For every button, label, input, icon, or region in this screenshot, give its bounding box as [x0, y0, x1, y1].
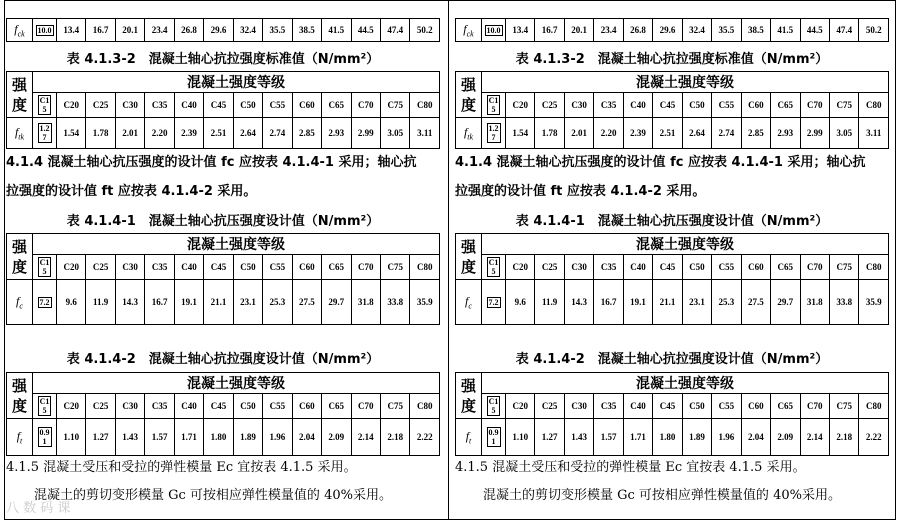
boxed-value-cell — [482, 118, 506, 149]
grade-cell: C25 — [535, 93, 564, 118]
grade-cell: C55 — [712, 93, 741, 118]
value-cell: 35.5 — [712, 19, 741, 42]
grade-cell: C80 — [410, 255, 440, 280]
value-cell: 29.6 — [204, 19, 233, 42]
grade-cell: C25 — [86, 93, 115, 118]
value-row — [456, 118, 889, 149]
value-cell: 1.89 — [682, 419, 711, 456]
grade-cell: C40 — [174, 255, 203, 280]
grade-header: 混凝土强度等级 — [33, 373, 440, 394]
grade-cell: C30 — [564, 255, 593, 280]
grade-cell: C60 — [292, 93, 321, 118]
value-cell: 1.78 — [535, 118, 564, 149]
value-cell: 11.9 — [535, 280, 564, 325]
value-cell: 41.5 — [322, 19, 351, 42]
table-caption: 表 4.1.3-2 混凝土轴心抗拉强度标准值（N/mm²） — [515, 52, 829, 67]
value-cell: 1.54 — [506, 118, 535, 149]
header-row — [456, 72, 889, 93]
strength-table — [6, 372, 440, 456]
table-caption: 表 4.1.4-2 混凝土轴心抗拉强度设计值（N/mm²） — [66, 352, 380, 367]
value-cell: 2.93 — [322, 118, 351, 149]
value-cell: 20.1 — [564, 19, 593, 42]
value-cell: 19.1 — [623, 280, 652, 325]
grade-cell: C75 — [380, 394, 409, 419]
strength-label-cell: 强 度 — [456, 234, 482, 280]
watermark: 八 数 码 课 — [6, 501, 71, 516]
value-cell: 2.51 — [204, 118, 233, 149]
value-cell: 1.27 — [535, 419, 564, 456]
grade-cell: C70 — [800, 394, 829, 419]
value-cell: 29.7 — [771, 280, 800, 325]
strength-symbol: $f_{tk}$ — [7, 118, 33, 149]
boxed-value: 7.2 — [39, 297, 50, 307]
grade-cell: C55 — [712, 394, 741, 419]
grade-row — [456, 93, 889, 118]
grade-cell: C35 — [594, 255, 623, 280]
value-cell: 27.5 — [741, 280, 770, 325]
grade-cell: C65 — [771, 93, 800, 118]
value-cell: 1.57 — [145, 419, 174, 456]
grade-cell: C75 — [380, 93, 409, 118]
value-cell: 2.01 — [115, 118, 144, 149]
grade-row — [7, 255, 440, 280]
header-row — [7, 234, 440, 255]
boxed-grade: C1 5 — [488, 397, 499, 415]
strength-symbol: $f_{ck}$ — [7, 19, 33, 42]
value-cell: 31.8 — [800, 280, 829, 325]
grade-cell: C65 — [771, 255, 800, 280]
para-line: 4.1.5 混凝土受压和受拉的弹性模量 Ec 宜按表 4.1.5 采用。 — [6, 460, 357, 475]
grade-cell: C55 — [712, 255, 741, 280]
grade-cell: C55 — [263, 255, 292, 280]
grade-cell: C50 — [233, 394, 262, 419]
value-cell: 9.6 — [57, 280, 86, 325]
strength-label-cell: 强 度 — [456, 373, 482, 419]
value-cell: 25.3 — [263, 280, 292, 325]
value-cell: 2.09 — [771, 419, 800, 456]
value-cell: 38.5 — [741, 19, 770, 42]
value-cell: 2.09 — [322, 419, 351, 456]
grade-cell: C35 — [594, 93, 623, 118]
strength-symbol: $f_{ck}$ — [456, 19, 482, 42]
strength-table — [6, 71, 440, 149]
grade-cell: C80 — [859, 93, 889, 118]
boxed-value: 10.0 — [37, 25, 52, 35]
value-cell: 29.6 — [653, 19, 682, 42]
value-cell: 3.05 — [380, 118, 409, 149]
paragraph-4-1-4 — [455, 148, 891, 206]
boxed-value-cell — [482, 19, 506, 42]
boxed-value-cell — [33, 280, 57, 325]
grade-cell: C50 — [682, 394, 711, 419]
grade-header: 混凝土强度等级 — [482, 373, 889, 394]
grade-cell: C45 — [204, 255, 233, 280]
value-cell: 2.74 — [712, 118, 741, 149]
para-line: 4.1.5 混凝土受压和受拉的弹性模量 Ec 宜按表 4.1.5 采用。 — [455, 460, 806, 475]
value-cell: 2.22 — [859, 419, 889, 456]
value-cell: 27.5 — [292, 280, 321, 325]
grade-cell: C75 — [829, 93, 858, 118]
grade-header: 混凝土强度等级 — [33, 72, 440, 93]
boxed-grade-cell — [482, 394, 506, 419]
para-line: 4.1.4 混凝土轴心抗压强度的设计值 fc 应按表 4.1.4-1 采用；轴心抗 — [6, 155, 417, 170]
grade-cell: C70 — [351, 93, 380, 118]
value-cell: 1.71 — [623, 419, 652, 456]
symbol-subscript: tk — [467, 132, 474, 142]
boxed-value-cell — [482, 419, 506, 456]
grade-cell: C60 — [292, 255, 321, 280]
value-cell: 2.04 — [292, 419, 321, 456]
value-cell: 1.80 — [653, 419, 682, 456]
value-cell: 35.9 — [859, 280, 889, 325]
value-cell: 2.18 — [829, 419, 858, 456]
para-line: 混凝土的剪切变形模量 Gc 可按相应弹性模量值的 40%采用。 — [34, 488, 392, 503]
boxed-value-cell — [482, 280, 506, 325]
grade-cell: C60 — [292, 394, 321, 419]
value-cell: 2.20 — [594, 118, 623, 149]
grade-cell: C75 — [829, 394, 858, 419]
grade-row — [7, 93, 440, 118]
grade-cell: C35 — [594, 394, 623, 419]
value-cell: 2.99 — [351, 118, 380, 149]
boxed-grade: C1 5 — [488, 96, 499, 114]
boxed-value-cell — [33, 419, 57, 456]
symbol-subscript: t — [469, 436, 472, 446]
boxed-value: 7.2 — [488, 297, 499, 307]
grade-cell: C30 — [115, 93, 144, 118]
value-cell: 2.85 — [292, 118, 321, 149]
value-cell: 16.7 — [535, 19, 564, 42]
boxed-grade-cell — [33, 394, 57, 419]
boxed-grade: C1 5 — [39, 258, 50, 276]
grade-cell: C30 — [564, 93, 593, 118]
grade-cell: C25 — [535, 255, 564, 280]
value-cell: 2.51 — [653, 118, 682, 149]
value-cell: 50.2 — [410, 19, 440, 42]
grade-cell: C50 — [233, 93, 262, 118]
grade-cell: C65 — [322, 394, 351, 419]
value-cell: 1.71 — [174, 419, 203, 456]
value-cell: 29.7 — [322, 280, 351, 325]
boxed-grade-cell — [33, 93, 57, 118]
symbol-subscript: tk — [18, 132, 25, 142]
value-row — [456, 419, 889, 456]
grade-cell: C70 — [351, 394, 380, 419]
boxed-value-cell — [33, 19, 57, 42]
grade-cell: C55 — [263, 93, 292, 118]
value-cell: 1.10 — [57, 419, 86, 456]
grade-cell: C40 — [174, 394, 203, 419]
grade-cell: C45 — [204, 93, 233, 118]
strength-table — [455, 71, 889, 149]
value-cell: 35.5 — [263, 19, 292, 42]
strength-symbol: $f_t$ — [7, 419, 33, 456]
symbol-subscript: t — [20, 436, 23, 446]
value-cell: 3.11 — [859, 118, 889, 149]
header-row — [456, 373, 889, 394]
grade-cell: C35 — [145, 255, 174, 280]
panel-left — [6, 0, 448, 520]
header-row — [456, 234, 889, 255]
value-cell: 1.80 — [204, 419, 233, 456]
grade-cell: C25 — [86, 255, 115, 280]
value-cell: 20.1 — [115, 19, 144, 42]
value-cell: 11.9 — [86, 280, 115, 325]
value-cell: 25.3 — [712, 280, 741, 325]
value-cell: 16.7 — [145, 280, 174, 325]
top-value-table — [455, 18, 889, 42]
value-cell: 2.01 — [564, 118, 593, 149]
grade-cell: C20 — [57, 255, 86, 280]
grade-cell: C20 — [506, 394, 535, 419]
grade-cell: C70 — [351, 255, 380, 280]
value-cell: 32.4 — [233, 19, 262, 42]
top-value-table — [6, 18, 440, 42]
grade-cell: C80 — [410, 394, 440, 419]
value-cell: 2.18 — [380, 419, 409, 456]
boxed-value: 1.2 7 — [488, 124, 499, 142]
grade-header: 混凝土强度等级 — [33, 234, 440, 255]
value-cell: 1.96 — [712, 419, 741, 456]
grade-cell: C45 — [653, 394, 682, 419]
strength-symbol: $f_t$ — [456, 419, 482, 456]
grade-cell: C80 — [410, 93, 440, 118]
column-divider — [448, 0, 449, 520]
grade-cell: C75 — [829, 255, 858, 280]
value-cell: 1.10 — [506, 419, 535, 456]
panel-right — [455, 0, 897, 520]
value-cell: 14.3 — [115, 280, 144, 325]
grade-cell: C50 — [682, 255, 711, 280]
grade-cell: C45 — [204, 394, 233, 419]
para-line: 拉强度的设计值 ft 应按表 4.1.4-2 采用。 — [6, 184, 257, 199]
grade-row — [456, 255, 889, 280]
value-cell: 21.1 — [653, 280, 682, 325]
value-cell: 2.74 — [263, 118, 292, 149]
table-row — [7, 19, 440, 42]
boxed-grade-cell — [482, 93, 506, 118]
grade-cell: C45 — [653, 255, 682, 280]
value-cell: 16.7 — [86, 19, 115, 42]
strength-symbol: $f_{tk}$ — [456, 118, 482, 149]
value-cell: 2.99 — [800, 118, 829, 149]
strength-symbol: $f_c$ — [7, 280, 33, 325]
table-caption: 表 4.1.4-2 混凝土轴心抗拉强度设计值（N/mm²） — [515, 352, 829, 367]
header-row — [7, 373, 440, 394]
value-cell: 14.3 — [564, 280, 593, 325]
paragraph-4-1-4 — [6, 148, 442, 206]
value-cell: 2.14 — [351, 419, 380, 456]
boxed-value: 10.0 — [486, 25, 501, 35]
grade-cell: C60 — [741, 93, 770, 118]
value-cell: 1.27 — [86, 419, 115, 456]
table-row — [456, 19, 889, 42]
value-cell: 16.7 — [594, 280, 623, 325]
boxed-value: 1.2 7 — [39, 124, 50, 142]
value-cell: 23.1 — [233, 280, 262, 325]
value-cell: 21.1 — [204, 280, 233, 325]
strength-table — [455, 233, 889, 325]
grade-cell: C60 — [741, 394, 770, 419]
strength-label-cell: 强 度 — [7, 72, 33, 118]
value-cell: 9.6 — [506, 280, 535, 325]
grade-cell: C40 — [623, 394, 652, 419]
value-cell: 2.85 — [741, 118, 770, 149]
grade-cell: C30 — [115, 394, 144, 419]
boxed-grade-cell — [482, 255, 506, 280]
grade-cell: C65 — [322, 93, 351, 118]
value-cell: 1.57 — [594, 419, 623, 456]
grade-header: 混凝土强度等级 — [482, 234, 889, 255]
boxed-value: 0.9 1 — [39, 428, 50, 446]
strength-label-cell: 强 度 — [456, 72, 482, 118]
value-cell: 2.22 — [410, 419, 440, 456]
grade-cell: C40 — [174, 93, 203, 118]
value-cell: 1.78 — [86, 118, 115, 149]
value-cell: 44.5 — [351, 19, 380, 42]
grade-cell: C40 — [623, 255, 652, 280]
grade-cell: C50 — [682, 93, 711, 118]
grade-cell: C80 — [859, 394, 889, 419]
value-cell: 44.5 — [800, 19, 829, 42]
value-cell: 32.4 — [682, 19, 711, 42]
grade-cell: C20 — [506, 255, 535, 280]
value-cell: 2.39 — [174, 118, 203, 149]
value-cell: 1.54 — [57, 118, 86, 149]
value-cell: 1.89 — [233, 419, 262, 456]
header-row — [7, 72, 440, 93]
symbol-subscript: ck — [466, 29, 474, 39]
boxed-grade-cell — [33, 255, 57, 280]
boxed-value-cell — [33, 118, 57, 149]
grade-cell: C75 — [380, 255, 409, 280]
grade-cell: C80 — [859, 255, 889, 280]
strength-label-cell: 强 度 — [7, 373, 33, 419]
value-row — [456, 280, 889, 325]
boxed-grade: C1 5 — [39, 397, 50, 415]
strength-label-cell: 强 度 — [7, 234, 33, 280]
strength-symbol: $f_c$ — [456, 280, 482, 325]
grade-cell: C30 — [564, 394, 593, 419]
grade-row — [7, 394, 440, 419]
table-caption: 表 4.1.3-2 混凝土轴心抗拉强度标准值（N/mm²） — [66, 52, 380, 67]
value-cell: 2.39 — [623, 118, 652, 149]
grade-cell: C50 — [233, 255, 262, 280]
value-cell: 1.96 — [263, 419, 292, 456]
para-line: 拉强度的设计值 ft 应按表 4.1.4-2 采用。 — [455, 184, 706, 199]
grade-cell: C65 — [322, 255, 351, 280]
value-cell: 47.4 — [829, 19, 858, 42]
value-cell: 33.8 — [829, 280, 858, 325]
value-cell: 2.64 — [682, 118, 711, 149]
grade-cell: C55 — [263, 394, 292, 419]
value-cell: 47.4 — [380, 19, 409, 42]
value-cell: 2.14 — [800, 419, 829, 456]
table-caption: 表 4.1.4-1 混凝土轴心抗压强度设计值（N/mm²） — [66, 214, 380, 229]
value-cell: 1.43 — [115, 419, 144, 456]
value-cell: 2.64 — [233, 118, 262, 149]
value-cell: 23.4 — [594, 19, 623, 42]
value-cell: 38.5 — [292, 19, 321, 42]
grade-header: 混凝土强度等级 — [482, 72, 889, 93]
value-cell: 41.5 — [771, 19, 800, 42]
value-row — [7, 280, 440, 325]
value-cell: 31.8 — [351, 280, 380, 325]
value-cell: 26.8 — [623, 19, 652, 42]
grade-cell: C60 — [741, 255, 770, 280]
value-cell: 13.4 — [57, 19, 86, 42]
value-row — [7, 118, 440, 149]
grade-cell: C70 — [800, 255, 829, 280]
value-cell: 3.05 — [829, 118, 858, 149]
value-cell: 2.04 — [741, 419, 770, 456]
strength-table — [455, 372, 889, 456]
grade-cell: C25 — [535, 394, 564, 419]
para-line: 混凝土的剪切变形模量 Gc 可按相应弹性模量值的 40%采用。 — [483, 488, 841, 503]
value-cell: 2.93 — [771, 118, 800, 149]
symbol-subscript: ck — [17, 29, 25, 39]
boxed-value: 0.9 1 — [488, 428, 499, 446]
value-cell: 35.9 — [410, 280, 440, 325]
grade-cell: C35 — [145, 93, 174, 118]
value-cell: 23.4 — [145, 19, 174, 42]
grade-row — [456, 394, 889, 419]
symbol-subscript: c — [468, 301, 472, 311]
value-cell: 1.43 — [564, 419, 593, 456]
para-line: 4.1.4 混凝土轴心抗压强度的设计值 fc 应按表 4.1.4-1 采用；轴心抗 — [455, 155, 866, 170]
grade-cell: C20 — [57, 394, 86, 419]
paragraph-4-1-5 — [455, 454, 891, 510]
value-cell: 19.1 — [174, 280, 203, 325]
table-caption: 表 4.1.4-1 混凝土轴心抗压强度设计值（N/mm²） — [515, 214, 829, 229]
boxed-grade: C1 5 — [39, 96, 50, 114]
grade-cell: C70 — [800, 93, 829, 118]
grade-cell: C20 — [57, 93, 86, 118]
grade-cell: C65 — [771, 394, 800, 419]
value-cell: 2.20 — [145, 118, 174, 149]
grade-cell: C45 — [653, 93, 682, 118]
grade-cell: C20 — [506, 93, 535, 118]
value-row — [7, 419, 440, 456]
value-cell: 23.1 — [682, 280, 711, 325]
symbol-subscript: c — [19, 301, 23, 311]
grade-cell: C40 — [623, 93, 652, 118]
strength-table — [6, 233, 440, 325]
value-cell: 3.11 — [410, 118, 440, 149]
paragraph-4-1-5 — [6, 454, 442, 510]
grade-cell: C25 — [86, 394, 115, 419]
value-cell: 33.8 — [380, 280, 409, 325]
value-cell: 13.4 — [506, 19, 535, 42]
grade-cell: C35 — [145, 394, 174, 419]
value-cell: 50.2 — [859, 19, 889, 42]
boxed-grade: C1 5 — [488, 258, 499, 276]
grade-cell: C30 — [115, 255, 144, 280]
value-cell: 26.8 — [174, 19, 203, 42]
